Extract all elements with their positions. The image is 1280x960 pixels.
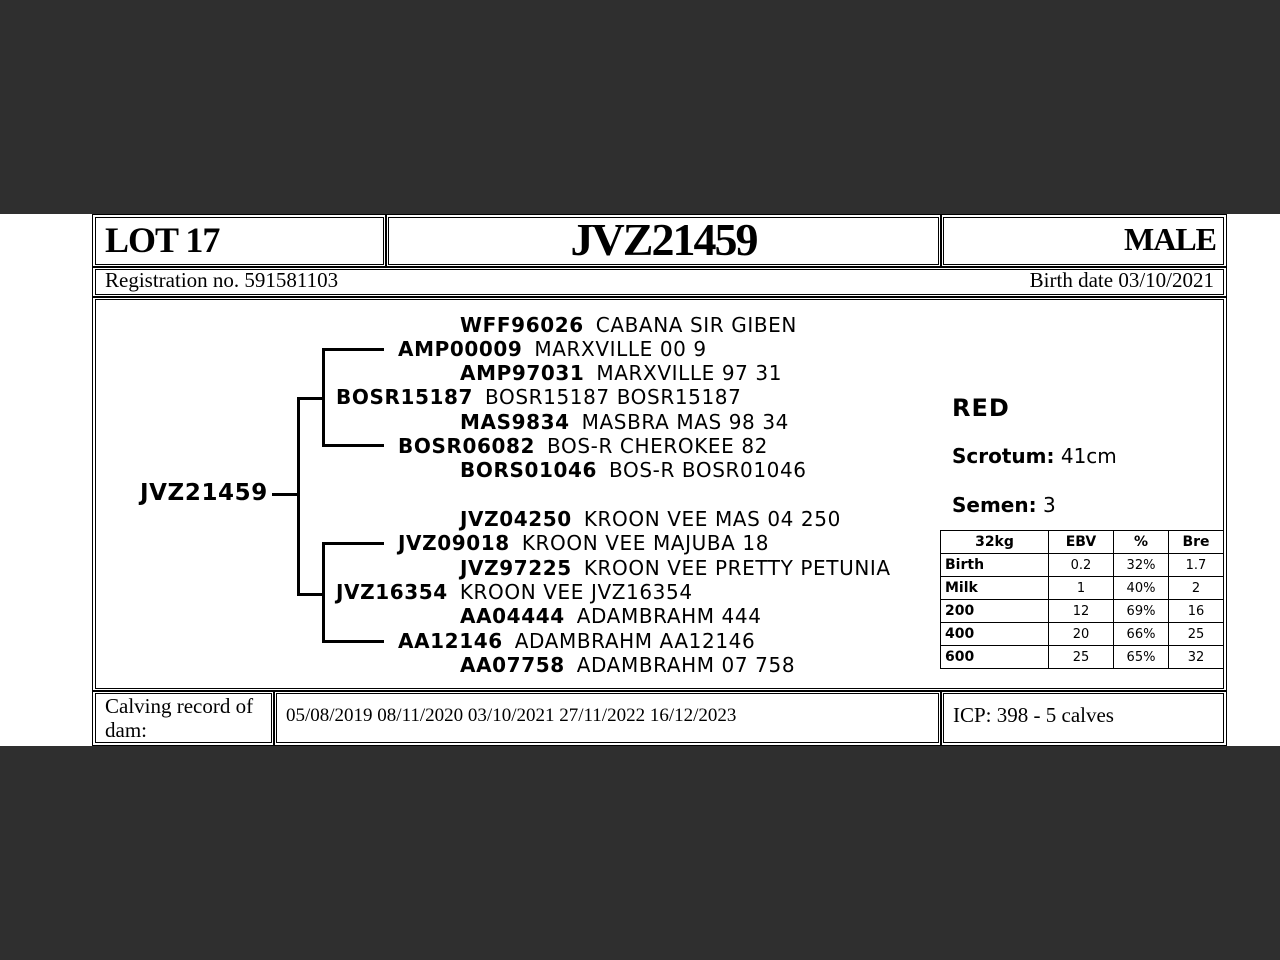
lot-number: LOT 17 bbox=[105, 220, 220, 260]
ebv-value: 25 bbox=[1049, 646, 1114, 669]
table-row bbox=[941, 554, 1224, 577]
pedigree-sds: MAS9834 MASBRA MAS 98 34 bbox=[460, 410, 789, 434]
ebv-bre: 1.7 bbox=[1169, 554, 1224, 577]
birth-date: Birth date 03/10/2021 bbox=[1029, 268, 1214, 292]
pedigree-connector bbox=[322, 444, 384, 447]
pedigree-ssd: AMP97031 MARXVILLE 97 31 bbox=[460, 361, 783, 385]
pedigree-ddd: AA07758 ADAMBRAHM 07 758 bbox=[460, 653, 796, 677]
ebv-value: 1 bbox=[1049, 577, 1114, 600]
registration-row bbox=[92, 266, 1227, 298]
ebv-value: 12 bbox=[1049, 600, 1114, 623]
lot-sheet bbox=[0, 214, 1280, 746]
animal-id-cell bbox=[385, 214, 942, 268]
ebv-header-ebv: EBV bbox=[1049, 531, 1114, 554]
ebv-row-label: Milk bbox=[941, 577, 1049, 600]
ebv-accuracy: 40% bbox=[1114, 577, 1169, 600]
pedigree-connector bbox=[297, 593, 325, 596]
lot-cell bbox=[92, 214, 387, 268]
calving-dates: 05/08/2019 08/11/2020 03/10/2021 27/11/2022 16/12/2023 bbox=[286, 705, 737, 726]
registration-number: Registration no. 591581103 bbox=[105, 268, 339, 292]
ebv-header-pct: % bbox=[1114, 531, 1169, 554]
ebv-bre: 32 bbox=[1169, 646, 1224, 669]
icp-summary: ICP: 398 - 5 calves bbox=[953, 703, 1114, 727]
animal-id-title: JVZ21459 bbox=[570, 214, 757, 265]
scrotum-trait: Scrotum: 41cm bbox=[952, 444, 1117, 468]
calving-dates-cell bbox=[273, 690, 942, 746]
ebv-header-row bbox=[941, 531, 1224, 554]
color-trait: RED bbox=[952, 394, 1010, 422]
ebv-value: 0.2 bbox=[1049, 554, 1114, 577]
pedigree-connector bbox=[322, 348, 325, 446]
calving-record-label: Calving record of dam: bbox=[105, 694, 254, 742]
ebv-accuracy: 65% bbox=[1114, 646, 1169, 669]
pedigree-dds: AA04444 ADAMBRAHM 444 bbox=[460, 604, 762, 628]
ebv-table bbox=[940, 530, 1224, 669]
pedigree-dd: AA12146 ADAMBRAHM AA12146 bbox=[398, 629, 756, 653]
ebv-value: 20 bbox=[1049, 623, 1114, 646]
sex-label: MALE bbox=[1124, 221, 1216, 257]
ebv-accuracy: 69% bbox=[1114, 600, 1169, 623]
table-row bbox=[941, 577, 1224, 600]
pedigree-connector bbox=[322, 542, 384, 545]
pedigree-connector bbox=[322, 640, 384, 643]
ebv-row-label: 200 bbox=[941, 600, 1049, 623]
pedigree-dam: JVZ16354 KROON VEE JVZ16354 bbox=[336, 580, 693, 604]
icp-cell bbox=[940, 690, 1227, 746]
pedigree-connector bbox=[272, 493, 298, 496]
pedigree-ds: JVZ09018 KROON VEE MAJUBA 18 bbox=[398, 531, 770, 555]
ebv-accuracy: 66% bbox=[1114, 623, 1169, 646]
semen-trait: Semen: 3 bbox=[952, 493, 1056, 517]
pedigree-sdd: BORS01046 BOS-R BOSR01046 bbox=[460, 458, 807, 482]
calving-label-cell bbox=[92, 690, 275, 746]
pedigree-dsd: JVZ97225 KROON VEE PRETTY PETUNIA bbox=[460, 556, 891, 580]
pedigree-sire: BOSR15187 BOSR15187 BOSR15187 bbox=[336, 385, 742, 409]
pedigree-connector bbox=[322, 348, 384, 351]
pedigree-ss: AMP00009 MARXVILLE 00 9 bbox=[398, 337, 707, 361]
pedigree-dss: JVZ04250 KROON VEE MAS 04 250 bbox=[460, 507, 841, 531]
ebv-header-bre: Bre bbox=[1169, 531, 1224, 554]
table-row bbox=[941, 646, 1224, 669]
table-row bbox=[941, 600, 1224, 623]
pedigree-sd: BOSR06082 BOS-R CHEROKEE 82 bbox=[398, 434, 768, 458]
ebv-row-label: Birth bbox=[941, 554, 1049, 577]
ebv-header-weight: 32kg bbox=[941, 531, 1049, 554]
pedigree-sss: WFF96026 CABANA SIR GIBEN bbox=[460, 313, 797, 337]
pedigree-animal: JVZ21459 bbox=[140, 480, 268, 506]
pedigree-connector bbox=[297, 397, 325, 400]
ebv-row-label: 400 bbox=[941, 623, 1049, 646]
pedigree-connector bbox=[322, 542, 325, 642]
ebv-bre: 2 bbox=[1169, 577, 1224, 600]
sex-cell bbox=[940, 214, 1227, 268]
ebv-accuracy: 32% bbox=[1114, 554, 1169, 577]
ebv-bre: 25 bbox=[1169, 623, 1224, 646]
ebv-row-label: 600 bbox=[941, 646, 1049, 669]
table-row bbox=[941, 623, 1224, 646]
ebv-bre: 16 bbox=[1169, 600, 1224, 623]
pedigree-connector bbox=[297, 397, 300, 595]
